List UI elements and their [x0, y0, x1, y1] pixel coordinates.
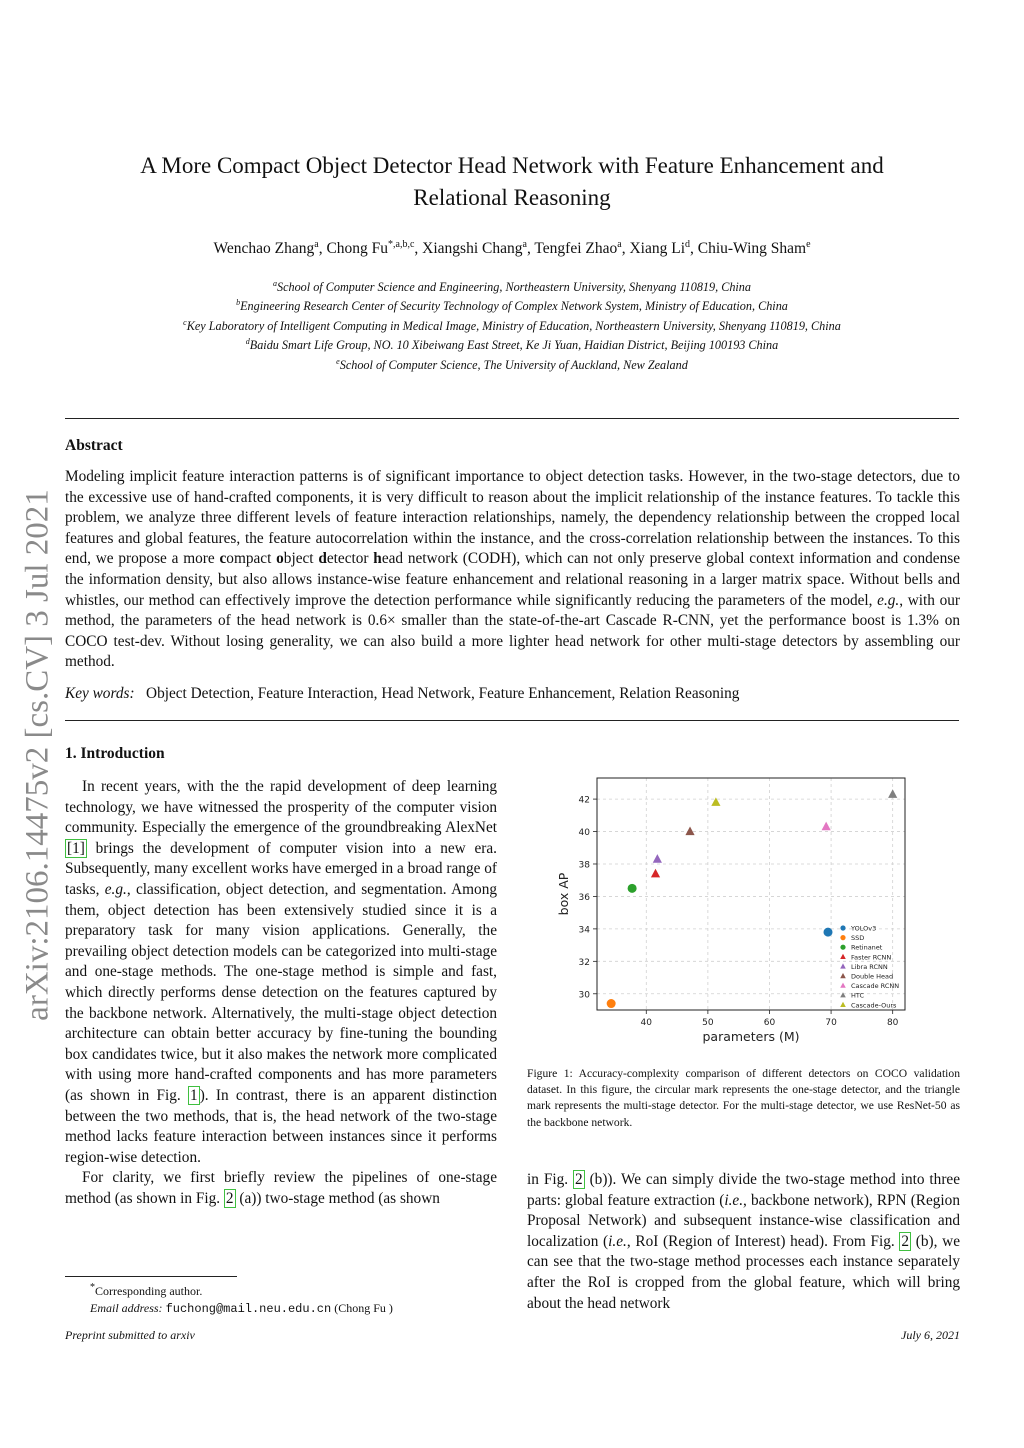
affiliation [60, 295, 964, 314]
x-tick-label: 80 [886, 1018, 899, 1028]
y-tick-label: 30 [578, 990, 590, 1001]
legend-marker [840, 925, 845, 930]
body-text: , RoI (Region of Interest) head). From Fig. [626, 1232, 900, 1250]
affiliation-sup: b [236, 298, 241, 308]
arxiv-id: arXiv:2106.14475v2 [cs.CV] 3 Jul 2021 [19, 489, 56, 1021]
abstract-bold: h [373, 550, 382, 568]
keywords [65, 684, 960, 704]
paper-title [60, 150, 964, 214]
affiliation-sup: d [245, 337, 250, 347]
legend-label: Double Head [851, 972, 894, 981]
affiliation [60, 354, 964, 373]
body-text: , backbone network), RPN (Region Proposal Network) and subsequent instance-wise classification and localization ( [527, 1191, 960, 1250]
intro-paragraph-1 [65, 777, 497, 1168]
author-sup: a [617, 239, 622, 250]
arxiv-side-stamp [14, 470, 62, 1040]
abstract-text: ompact [226, 550, 277, 568]
affiliation-text: School of Computer Science and Engineering, Northeastern University, Shenyang 110819, China [276, 280, 751, 295]
affiliation [60, 315, 964, 334]
author-name: Chong Fu [326, 240, 389, 258]
affiliation-sup: e [336, 356, 340, 366]
author-name: Tengfei Zhao [534, 240, 618, 258]
y-axis-label: box AP [556, 872, 571, 916]
author-sup: a [522, 239, 527, 250]
section-heading-introduction: 1. Introduction [65, 745, 165, 762]
legend-label: YOLOv3 [851, 924, 877, 933]
affiliation-text: Baidu Smart Life Group, NO. 10 Xibeiwang East Street, Ke Ji Yuan, Haidian District, Beijing 100193 China [249, 338, 779, 353]
x-tick-label: 50 [702, 1018, 714, 1028]
abstract-text: Modeling implicit feature interaction patterns is of significant importance to object detection tasks. However, in the two-stage detectors, due to the excessive use of hand-crafted components, it is very difficult to reason about the implicit relationship of the instance features. To tackle this problem, we analyze three different levels of feature interaction relationships, namely, the dependency relationship between the cropped local features and global features, the feature autocorrelation within the instance, and the cross-correlation relationship between the instances. To this end, we propose a more [65, 468, 960, 568]
legend-label: HTC [851, 991, 865, 1000]
legend-marker [840, 935, 845, 940]
data-point [824, 928, 833, 937]
abstract-text: ead network [381, 550, 458, 568]
affiliation [60, 276, 964, 295]
y-tick-label: 42 [578, 795, 590, 806]
legend-label: SSD [851, 934, 865, 943]
x-tick-label: 60 [763, 1018, 776, 1028]
title-line-1: A More Compact Object Detector Head Network with Feature Enhancement and [140, 153, 884, 178]
abstract-bold: d [318, 550, 327, 568]
x-tick-label: 40 [640, 1018, 653, 1028]
legend-label: Faster RCNN [851, 953, 892, 962]
left-column [65, 777, 497, 1209]
right-column [527, 1170, 960, 1314]
abstract-bold: c [219, 550, 227, 568]
author-sup: a [314, 239, 319, 250]
author-name: Xiangshi Chang [422, 240, 523, 258]
figure-link[interactable]: 1 [190, 1086, 198, 1104]
affiliation-sup: c [183, 317, 187, 327]
y-tick-label: 36 [578, 892, 590, 903]
affiliation-text: Engineering Research Center of Security Technology of Complex Network System, Ministry of Education, China [240, 299, 788, 314]
abstract-heading: Abstract [65, 437, 123, 454]
footnote-corresponding [90, 1280, 393, 1300]
body-text: (b), we can see that the two-stage method processes each instance separately after the RoI is cropped from the global feature, which will bring about the head network [527, 1232, 960, 1312]
affiliation [60, 334, 964, 353]
y-tick-label: 38 [578, 860, 590, 871]
keywords-label: Key words: [65, 685, 135, 702]
footer-date: July 6, 2021 [901, 1328, 960, 1342]
author-name: Xiang Li [629, 240, 685, 258]
footer-preprint: Preprint submitted to arxiv [65, 1328, 195, 1342]
x-tick-label: 70 [825, 1018, 837, 1028]
legend-label: Libra RCNN [851, 962, 888, 971]
footnote-email [90, 1300, 393, 1318]
affiliation-list [60, 276, 964, 373]
legend-label: Retinanet [851, 943, 883, 952]
email-label: Email address: [90, 1300, 163, 1315]
body-text: in Fig. [527, 1171, 573, 1188]
abstract-text: , with our method, the parameters of the head network is 0.6× smaller than the state-of-the-art Cascade R-CNN, yet the performance boost is 1.3% on COCO test-dev. Without losing generality, we can also build a more lighter head network for other multi-stage detectors by assembling our method. [65, 591, 960, 671]
affiliation-sup: a [272, 279, 277, 288]
body-italic: i.e. [724, 1191, 744, 1209]
author-list: Wenchao Zhang$^a$, Chong $Fu^{*,a,b,c}$, Xiangshi Chang$^a$, Tengfei Zhao$^a$, Xiang Li$^d$, Chiu-Wing Sham$^e$ [213, 239, 811, 258]
affiliation-text: School of Computer Science, The University of Auckland, New Zealand [339, 357, 688, 372]
x-axis-label: parameters (M) [702, 1029, 800, 1044]
scatter-plot [550, 770, 910, 1045]
abstract-text: (CODH), which can not only preserve global context information and condense the information density, but also allows instance-wise feature enhancement and relational reasoning in a larger matrix space. Without bells and whistles, our method can effectively improve the detection performance while significantly reducing the parameters of the model, [65, 550, 960, 609]
data-point [628, 884, 637, 893]
keywords-text: Object Detection, Feature Interaction, Head Network, Feature Enhancement, Relation Reasoning [146, 685, 740, 702]
footnote-text: Corresponding author. [95, 1284, 203, 1298]
footnote-rule [65, 1276, 237, 1277]
abstract-top-rule [65, 418, 959, 419]
body-text: ). In contrast, there is an apparent distinction between the two methods, that is, the head network of the two-stage method lacks feature interaction between instances since it performs region-wise detection. [65, 1086, 497, 1166]
figure-1-caption: Figure 1: Accuracy-complexity comparison of different detectors on COCO validation dataset. In this figure, the circular mark represents the one-stage detector, and the triangle mark represents the multi-stage detector. For the multi-stage detector, we use ResNet-50 as the backbone network. [527, 1067, 960, 1129]
body-text: In recent years, with the the rapid development of deep learning technology, we have witnessed the prosperity of the computer vision community. Especially the emergence of the groundbreaking AlexNet [65, 778, 497, 837]
abstract-body [65, 467, 960, 673]
figure-link[interactable]: 2 [901, 1232, 910, 1250]
footnote [90, 1280, 393, 1317]
abstract-text: bject [283, 550, 319, 568]
legend-marker [840, 945, 845, 950]
author-sup: e [806, 239, 811, 250]
affiliation-text: Key Laboratory of Intelligent Computing in Medical Image, Ministry of Education, Northeastern University, Shenyang 110819, China [186, 319, 841, 333]
figure-1-chart [550, 770, 910, 1050]
intro-paragraph-2 [65, 1168, 497, 1209]
email-link[interactable]: fuchong@mail.neu.edu.cn [165, 1301, 332, 1316]
body-text: brings the development of computer vision into a new era. Subsequently, many excellent works have emerged in a broad range of tasks, [65, 839, 497, 898]
title-line-2: Relational Reasoning [413, 185, 611, 210]
citation-link[interactable]: [1] [67, 839, 85, 857]
abstract-italic: e.g. [877, 591, 900, 609]
body-italic: i.e. [608, 1232, 627, 1250]
y-tick-label: 32 [578, 957, 590, 968]
legend-label: Cascade RCNN [851, 982, 900, 991]
author-sup: *,a,b,c [388, 239, 415, 250]
data-point [607, 999, 616, 1008]
body-text: , classification, object detection, and segmentation. Among them, object detection has been extensively studied since it is a preparatory task for many vision applications. Generally, the prevailing object detection models can be categorized into multi-stage and one-stage methods. The one-stage method is simple and fast, which directly performs dense detection on the features captured by the backbone network. Alternatively, the multi-stage object detection architecture can obtain better accuracy by fine-tuning the bounding box candidates twice, but it also makes the network more complicated with using more hand-crafted components and has more parameters (as shown in Fig. [65, 880, 497, 1104]
y-tick-label: 34 [578, 925, 590, 936]
figure-link[interactable]: 2 [575, 1171, 583, 1188]
body-italic: e.g. [104, 880, 127, 898]
abstract-bold: o [276, 550, 284, 568]
figure-link[interactable]: 2 [225, 1189, 234, 1207]
footnote-mark: * [90, 1282, 95, 1293]
author-sup: d [685, 239, 690, 250]
body-text: (a)) two-stage method (as shown [235, 1189, 440, 1207]
author-name: Chiu-Wing Sham [697, 240, 807, 258]
author-name: Wenchao Zhang [213, 240, 315, 258]
abstract-bottom-rule [65, 720, 959, 721]
abstract-text: etector [326, 550, 374, 568]
body-text: For clarity, we first briefly review the pipelines of one-stage method (as shown in Fig. [65, 1169, 497, 1207]
email-name: (Chong Fu ) [334, 1300, 393, 1315]
right-paragraph [527, 1170, 960, 1314]
y-tick-label: 40 [578, 828, 590, 839]
legend-label: Cascade-Ours [851, 1001, 897, 1010]
body-text: (b)). We can simply divide the two-stage method into three parts: global feature extraction ( [527, 1171, 960, 1209]
